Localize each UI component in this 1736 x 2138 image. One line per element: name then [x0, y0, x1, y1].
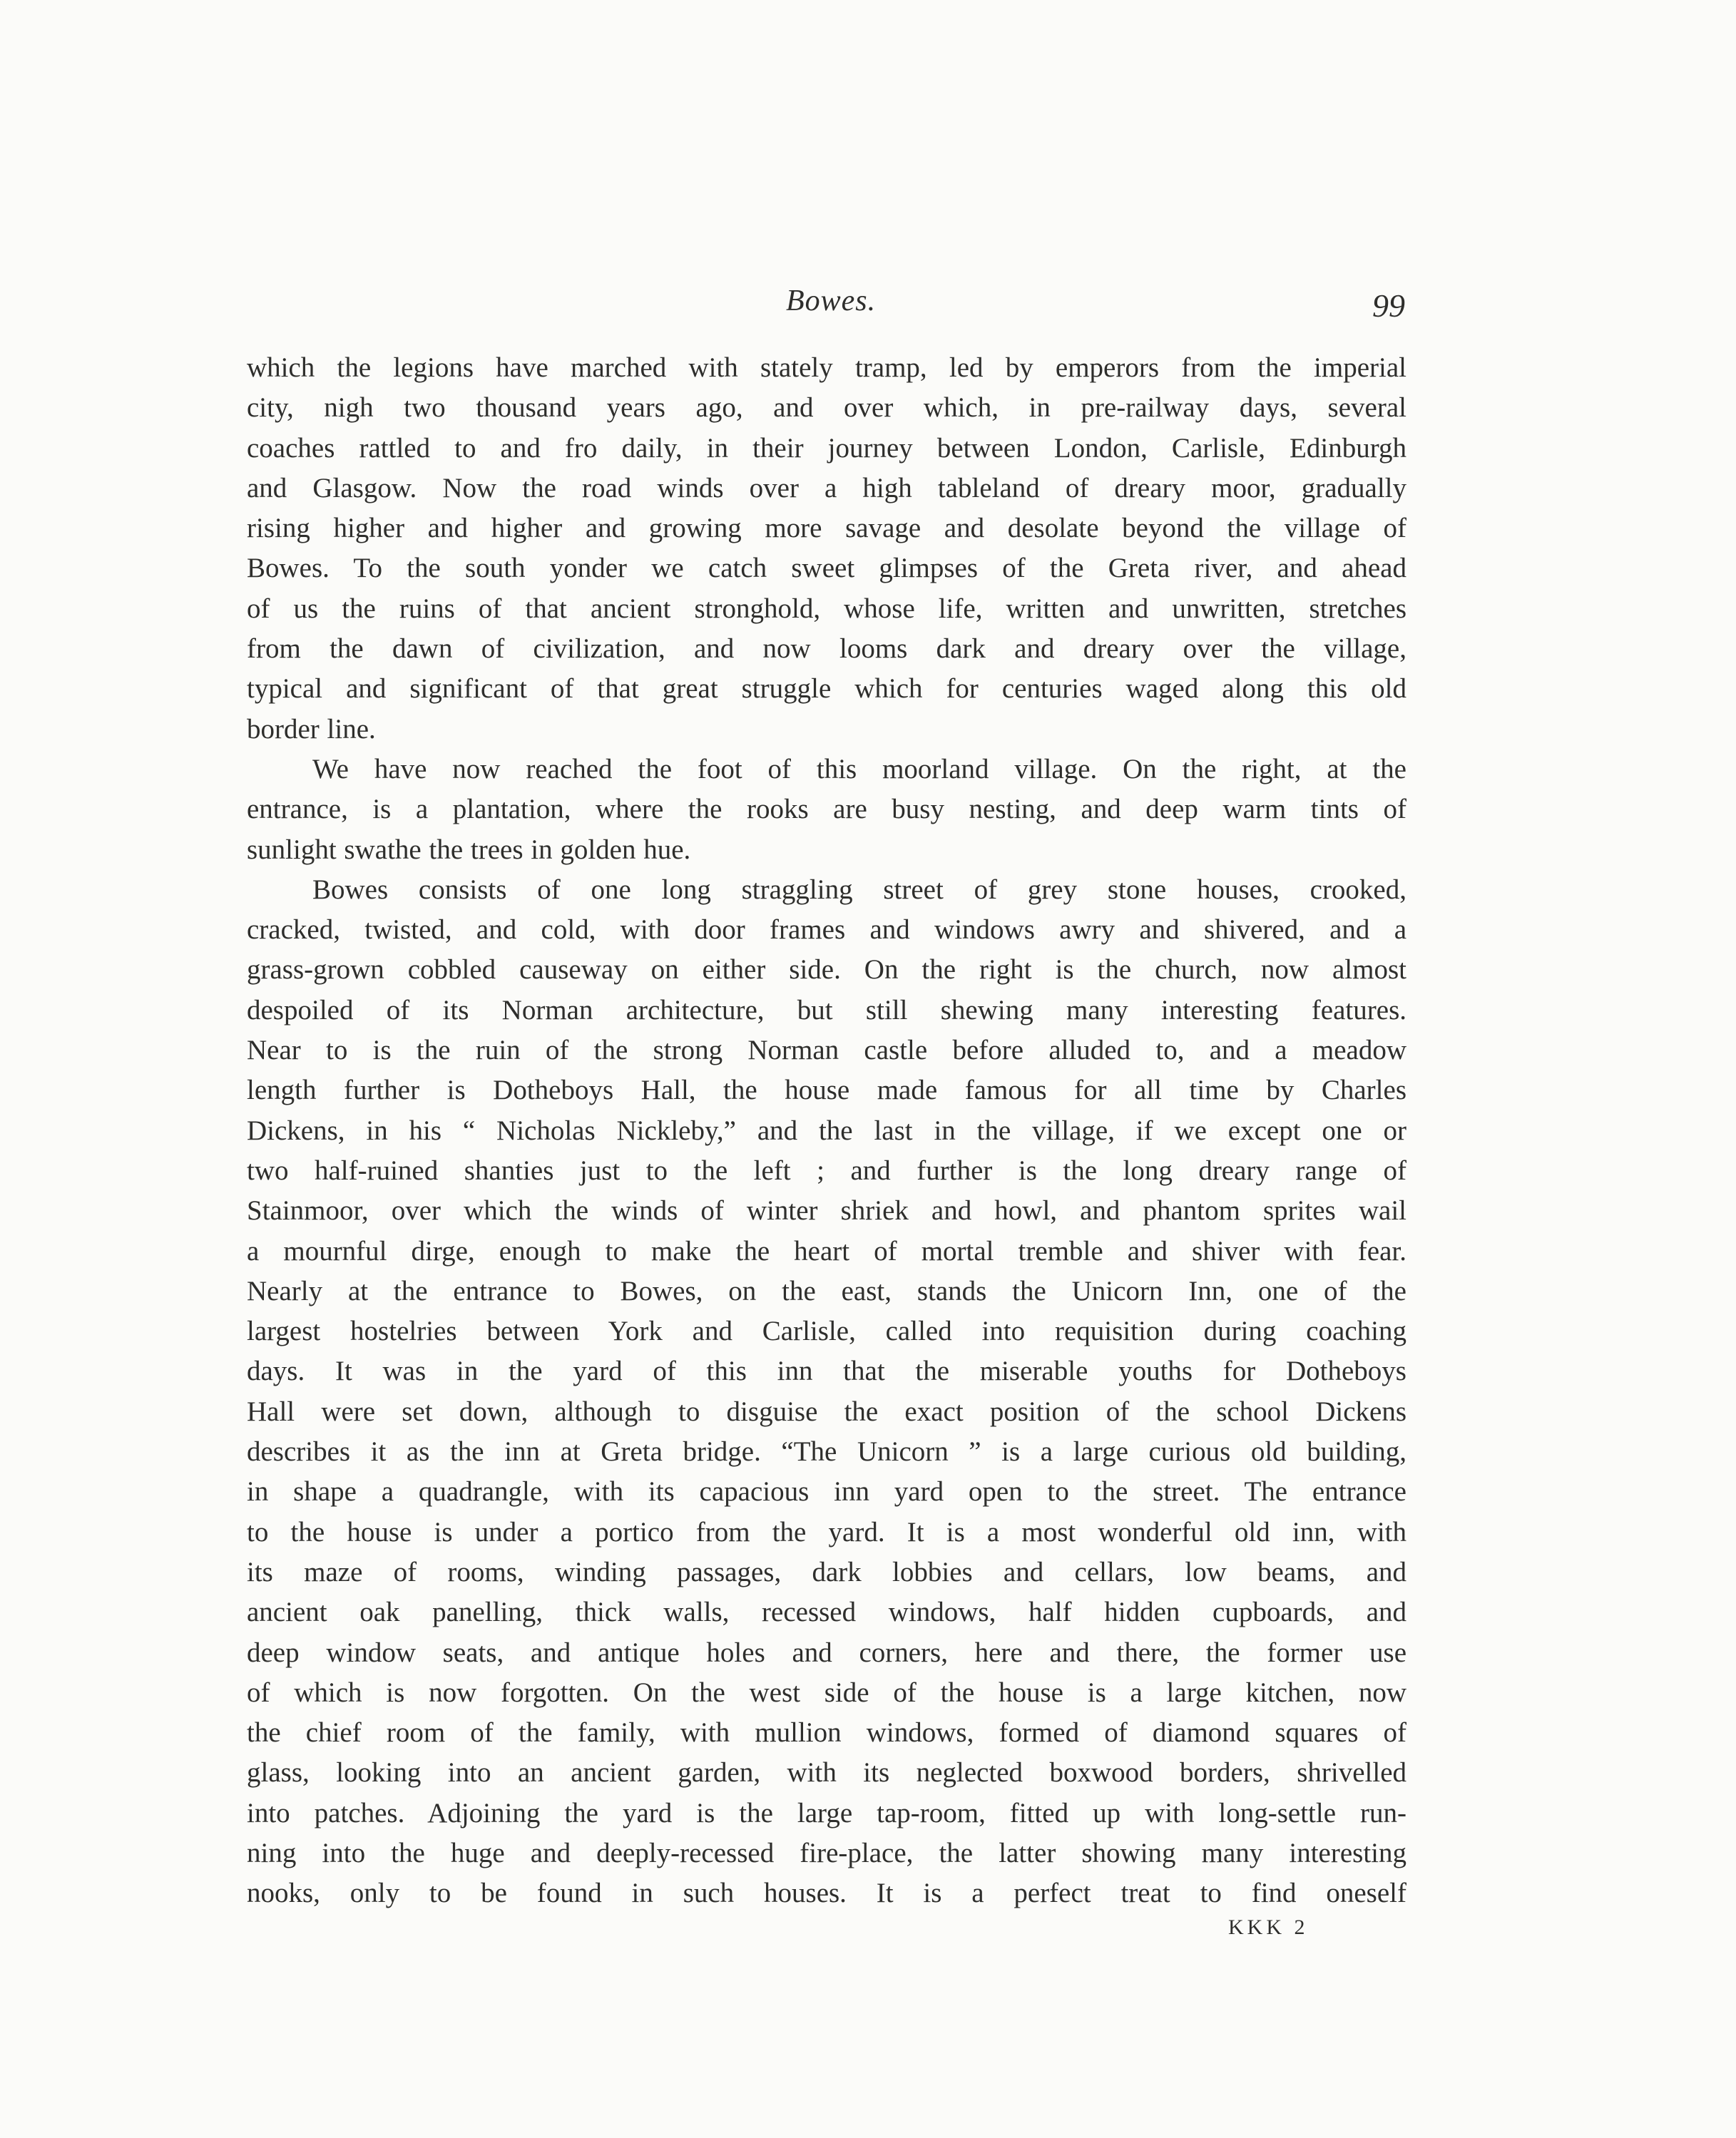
- text-line: describes it as the inn at Greta bridge. “The Unicorn ” is a large curious old building,: [247, 1436, 1406, 1468]
- text-line: border line.: [247, 713, 376, 745]
- text-line: glass, looking into an ancient garden, with its neglected boxwood borders, shrivelled: [247, 1757, 1406, 1789]
- text-line: the chief room of the family, with mullion windows, formed of diamond squares of: [247, 1717, 1406, 1749]
- page-number: 99: [1372, 287, 1405, 324]
- running-head-title: Bowes.: [786, 285, 877, 317]
- text-line: We have now reached the foot of this moorland village. On the right, at the: [312, 753, 1406, 784]
- text-line: its maze of rooms, winding passages, dark lobbies and cellars, low beams, and: [247, 1556, 1406, 1587]
- text-line: coaches rattled to and fro daily, in their journey between London, Carlisle, Edinburgh: [247, 432, 1406, 464]
- text-line: and Glasgow. Now the road winds over a high tableland of dreary moor, gradually: [247, 472, 1406, 503]
- text-line: Dickens, in his “ Nicholas Nickleby,” and the last in the village, if we except one or: [247, 1115, 1406, 1146]
- text-line: ancient oak panelling, thick walls, recessed windows, half hidden cupboards, and: [247, 1597, 1406, 1628]
- text-line: cracked, twisted, and cold, with door frames and windows awry and shivered, and a: [247, 914, 1406, 946]
- text-line: of us the ruins of that ancient stronghold, whose life, written and unwritten, stretches: [247, 593, 1406, 624]
- text-line: entrance, is a plantation, where the rooks are busy nesting, and deep warm tints of: [247, 794, 1406, 825]
- text-line: two half-ruined shanties just to the left ; and further is the long dreary range of: [247, 1155, 1406, 1186]
- text-line: days. It was in the yard of this inn that the miserable youths for Dotheboys: [247, 1356, 1406, 1387]
- text-line: deep window seats, and antique holes and corners, here and there, the former use: [247, 1637, 1406, 1668]
- text-line: sunlight swathe the trees in golden hue.: [247, 834, 691, 865]
- text-line: grass-grown cobbled causeway on either side. On the right is the church, now almost: [247, 954, 1406, 986]
- text-line: despoiled of its Norman architecture, but still shewing many interesting features.: [247, 994, 1406, 1025]
- text-line: city, nigh two thousand years ago, and over which, in pre-railway days, several: [247, 392, 1406, 424]
- text-line: to the house is under a portico from the yard. It is a most wonderful old inn, with: [247, 1516, 1406, 1548]
- text-line: a mournful dirge, enough to make the heart of mortal tremble and shiver with fear.: [247, 1235, 1406, 1267]
- text-line: ning into the huge and deeply-recessed fire-place, the latter showing many interesting: [247, 1837, 1406, 1868]
- signature-mark: KKK 2: [1228, 1915, 1309, 1939]
- text-line: length further is Dotheboys Hall, the house made famous for all time by Charles: [247, 1075, 1406, 1106]
- text-line: Bowes consists of one long straggling street of grey stone houses, crooked,: [312, 874, 1406, 905]
- text-line: rising higher and higher and growing more savage and desolate beyond the village of: [247, 513, 1406, 544]
- text-line: from the dawn of civilization, and now looms dark and dreary over the village,: [247, 633, 1406, 665]
- text-line: largest hostelries between York and Carlisle, called into requisition during coaching: [247, 1316, 1406, 1347]
- text-line: Bowes. To the south yonder we catch sweet glimpses of the Greta river, and ahead: [247, 553, 1406, 584]
- text-line: in shape a quadrangle, with its capacious inn yard open to the street. The entrance: [247, 1476, 1406, 1508]
- text-line: Hall were set down, although to disguise the exact position of the school Dickens: [247, 1396, 1406, 1427]
- text-line: Near to is the ruin of the strong Norman castle before alluded to, and a meadow: [247, 1035, 1406, 1066]
- text-line: typical and significant of that great struggle which for centuries waged along this old: [247, 673, 1406, 705]
- text-line: into patches. Adjoining the yard is the large tap-room, fitted up with long-settle run-: [247, 1797, 1406, 1828]
- text-line: Stainmoor, over which the winds of winter shriek and howl, and phantom sprites wail: [247, 1195, 1406, 1227]
- text-line: which the legions have marched with stately tramp, led by emperors from the imperial: [247, 352, 1406, 383]
- text-line: Nearly at the entrance to Bowes, on the east, stands the Unicorn Inn, one of the: [247, 1275, 1406, 1306]
- body-text: [247, 348, 1406, 1914]
- text-line: nooks, only to be found in such houses. It is a perfect treat to find oneself: [247, 1878, 1406, 1909]
- text-line: of which is now forgotten. On the west side of the house is a large kitchen, now: [247, 1677, 1406, 1708]
